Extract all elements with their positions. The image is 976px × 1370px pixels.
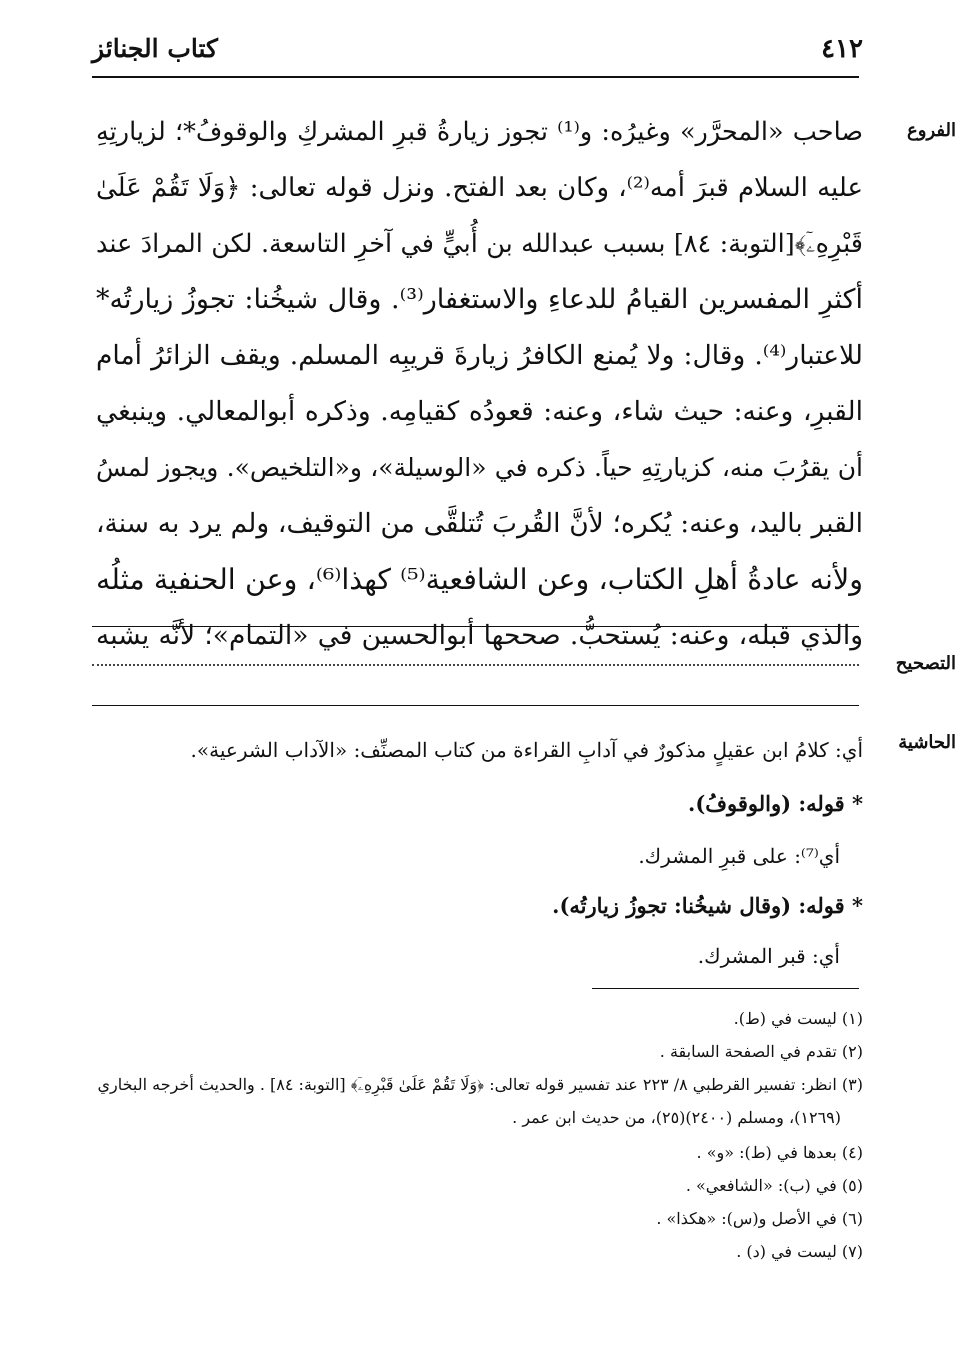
footnote: (١) ليست في (ط). <box>733 1009 863 1028</box>
furu-line: ولأنه عادةُ أهلِ الكتاب، وعن الشافعية⁽⁵⁾ كهذا⁽⁶⁾، وعن الحنفية مثلُه <box>96 563 863 596</box>
footnote-continuation: (١٢٦٩)، ومسلم (٢٤٠٠)(٢٥)، من حديث ابن عمر . <box>512 1108 841 1127</box>
hashiya-line: أي: كلامُ ابن عقيلٍ مذكورٌ في آدابِ القراءة من كتاب المصنِّف: «الآداب الشرعية». <box>190 738 863 762</box>
furu-line: أكثرِ المفسرين القيامُ للدعاءِ والاستغفار⁽³⁾. وقال شيخُنا: تجوزُ زيارتُه* <box>96 284 863 315</box>
section-divider <box>92 705 859 706</box>
footnote: (٤) بعدها في (ط): «و» . <box>696 1143 863 1162</box>
section-label-tashih: التصحيح <box>895 653 956 674</box>
footnote: (٣) انظر: تفسير القرطبي ٨/ ٢٢٣ عند تفسير قوله تعالى: ﴿وَلَا تَقُمْ عَلَىٰ قَبْرِهِۦٓ﴾ [التوبة: ٨٤] . والحديث أخرجه البخاري <box>97 1075 863 1094</box>
hashiya-heading: * قوله: (والوقوفُ). <box>688 791 863 816</box>
furu-line: قَبْرِهِۦٓ﴾[التوبة: ٨٤] بسبب عبدالله بن أُبيٍّ في آخرِ التاسعة. لكن المرادَ عند <box>96 229 863 259</box>
section-divider <box>92 626 859 627</box>
footnote: (٦) في الأصل و(س): «هكذا» . <box>656 1209 863 1228</box>
furu-line: القبر باليد، وعنه: يُكره؛ لأنَّ القُربَ تُتلقَّى من التوقيف، ولم يرد به سنة، <box>96 508 863 539</box>
hashiya-line: أي: قبر المشرك. <box>697 944 840 968</box>
hashiya-heading: * قوله: (وقال شيخُنا: تجوزُ زيارتُه). <box>552 893 863 918</box>
hashiya-line: أي⁽⁷⁾: على قبرِ المشرك. <box>638 844 840 868</box>
page-number: ٤١٢ <box>821 34 863 64</box>
running-head-book-title: كتاب الجنائز <box>92 34 218 63</box>
furu-line: أن يقرُبَ منه، كزيارتِهِ حياً. ذكره في «الوسيلة»، و«التلخيص». ويجوز لمسُ <box>96 453 863 482</box>
furu-line: القبرِ، وعنه: حيث شاء، وعنه: قعودُه كقيامِه. وذكره أبوالمعالي. وينبغي <box>96 396 863 427</box>
furu-line: صاحب «المحرَّر» وغيرُه: و⁽¹⁾ تجوز زيارةُ قبرِ المشركِ والوقوفُ*؛ لزيارتِهِ <box>96 117 863 147</box>
footnote: (٢) تقدم في الصفحة السابقة . <box>659 1042 863 1061</box>
footnote: (٧) ليست في (د) . <box>736 1242 863 1261</box>
section-label-furu: الفروع <box>907 120 956 141</box>
tashih-dotted-line <box>92 664 859 666</box>
furu-text-block <box>96 104 863 664</box>
section-label-hashiya: الحاشية <box>898 732 956 753</box>
furu-line: عليه السلام قبرَ أمه⁽²⁾، وكان بعد الفتح. ونزل قوله تعالى: ﴿وَلَا تَقُمْ عَلَىٰ <box>96 173 863 203</box>
footnote: (٥) في (ب): «الشافعي» . <box>685 1176 863 1195</box>
furu-line: للاعتبار⁽⁴⁾. وقال: ولا يُمنع الكافرُ زيارةَ قريبِه المسلم. ويقف الزائرُ أمام <box>96 340 863 371</box>
furu-line: والذي قبله، وعنه: يُستحبُّ. صححها أبوالحسين في «التمام»؛ لأنَّه يشبه <box>96 620 863 651</box>
header-rule <box>92 76 859 78</box>
footnote-separator <box>592 988 859 989</box>
